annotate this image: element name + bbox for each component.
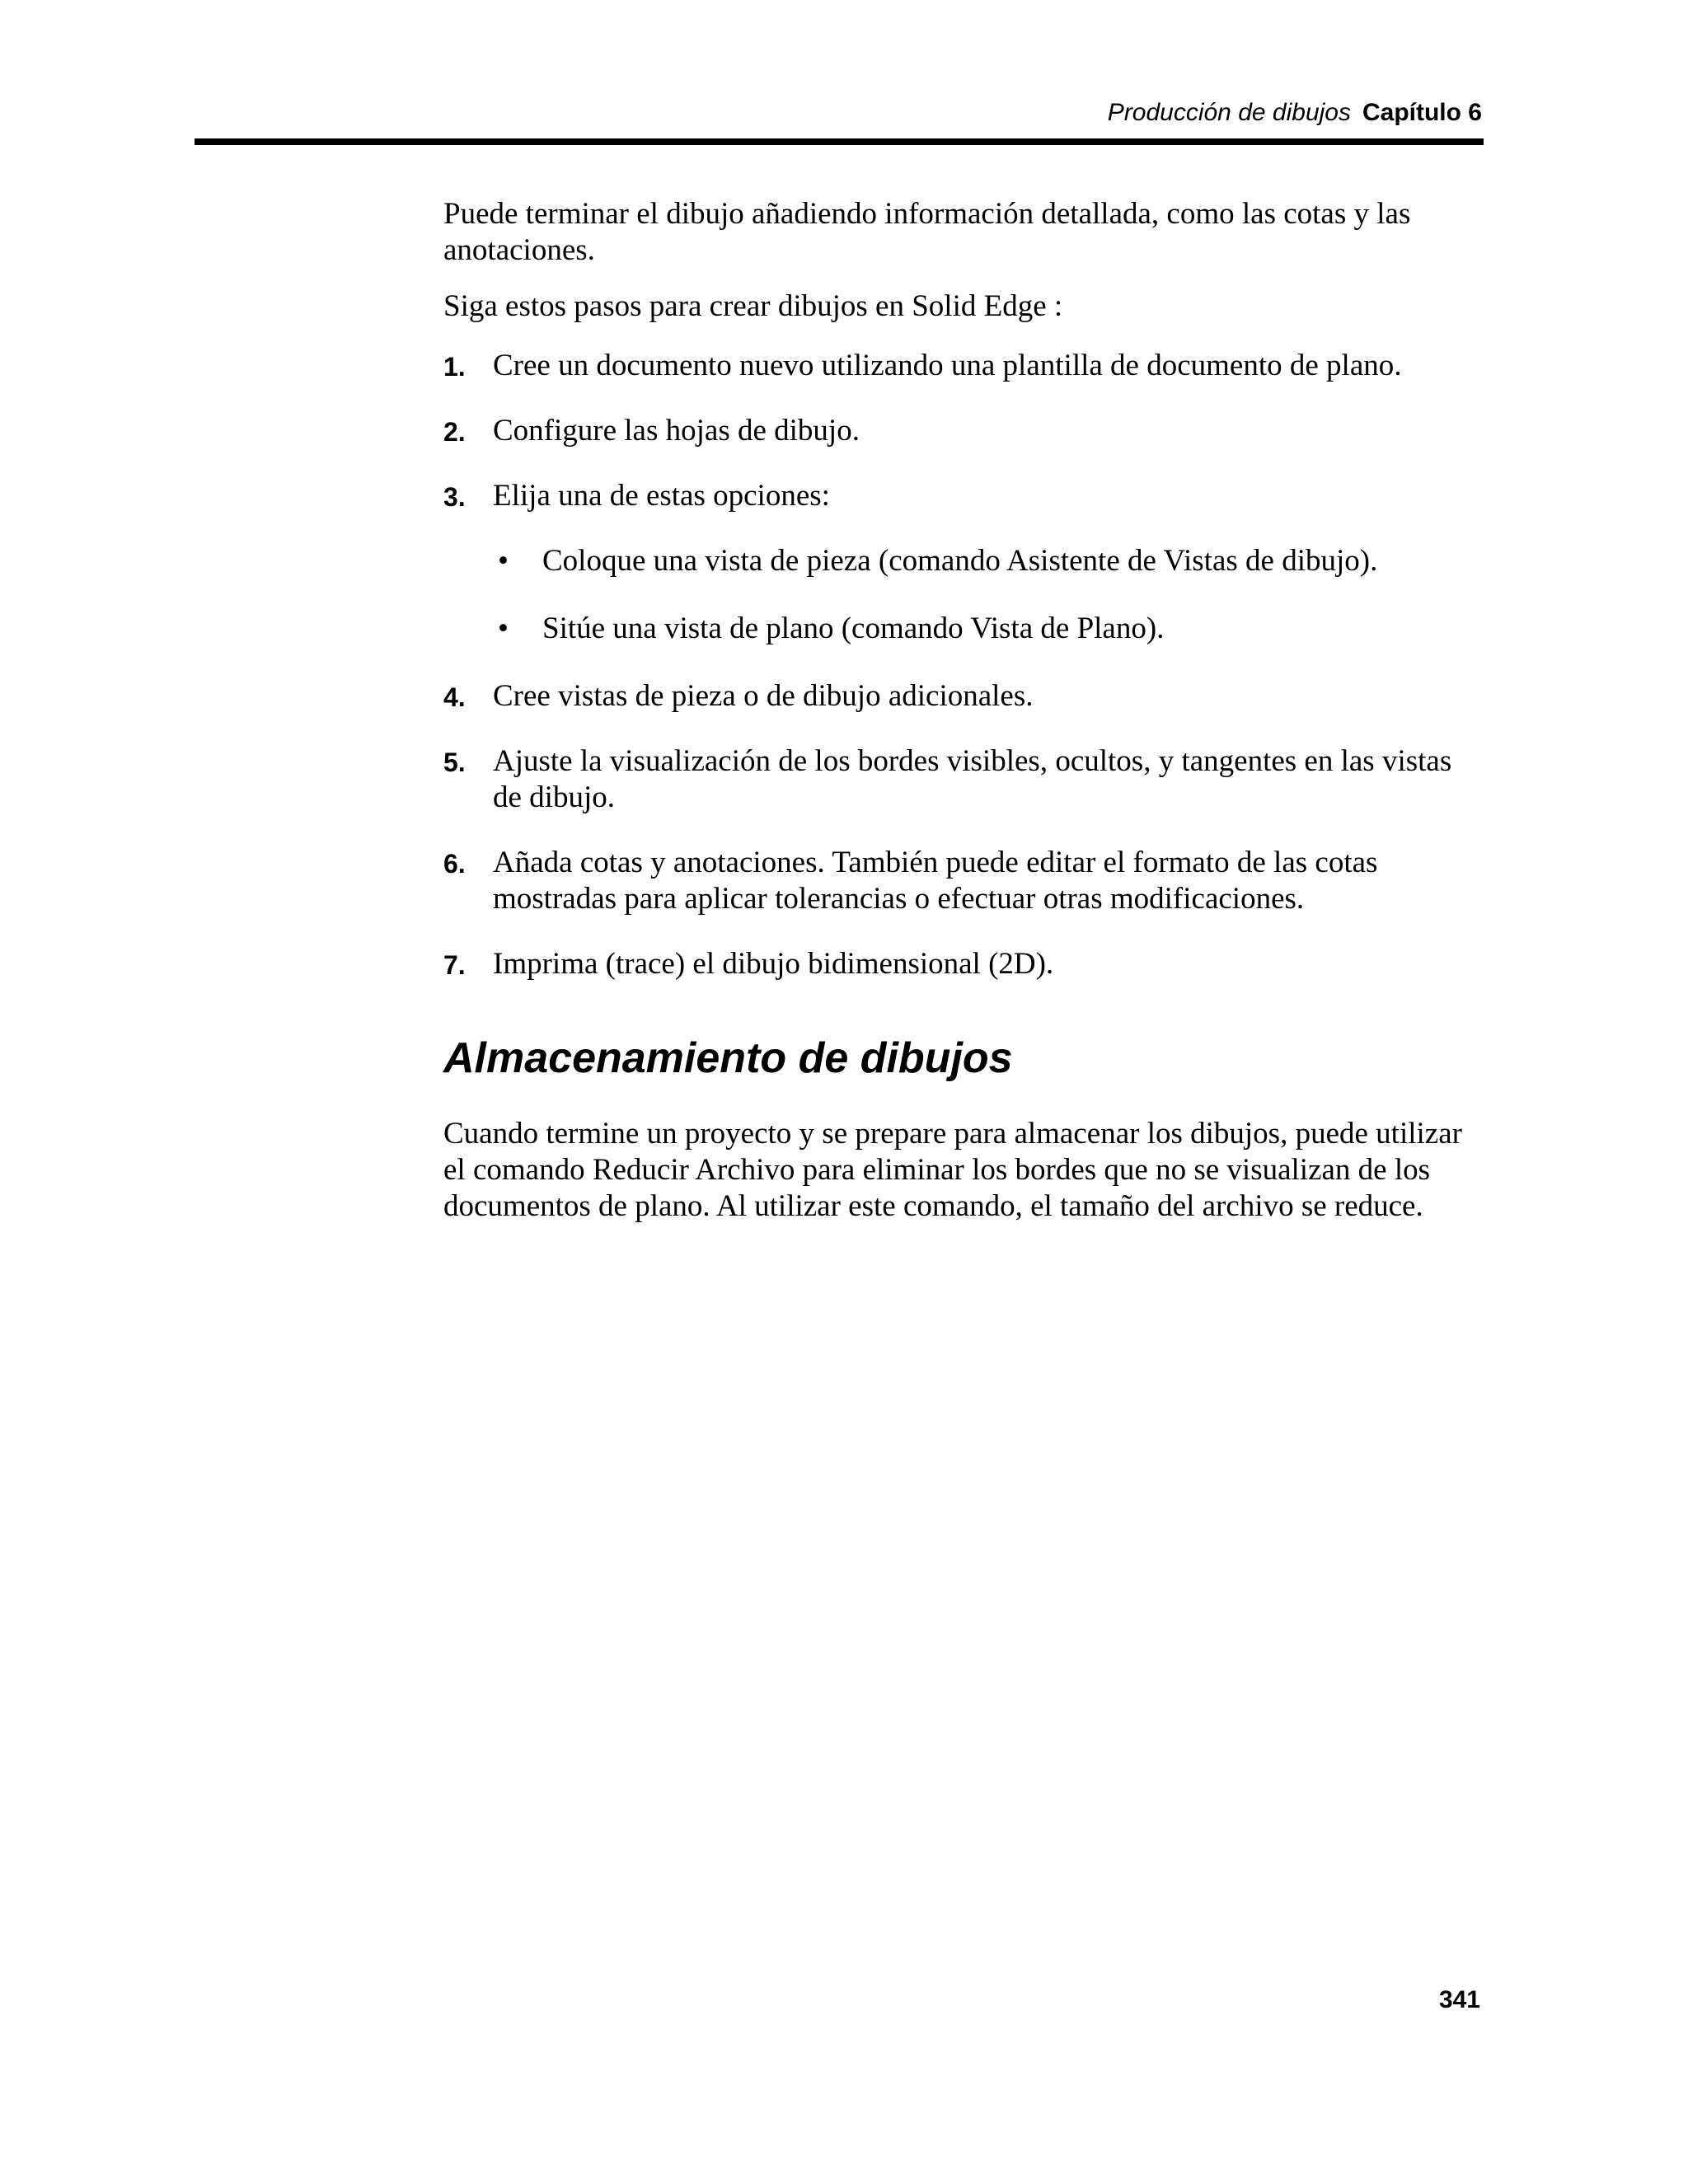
option-text: Sitúe una vista de plano (comando Vista de Plano). bbox=[542, 612, 1165, 645]
step-text: Añada cotas y anotaciones. También puede editar el formato de las cotas mostradas para aplicar tolerancias o efectuar otras modificaciones. bbox=[493, 846, 1378, 916]
main-content bbox=[443, 196, 1465, 1225]
page-header bbox=[195, 97, 1484, 147]
step-text: Imprima (trace) el dibujo bidimensional (2D). bbox=[493, 947, 1054, 981]
section-heading: Almacenamiento de dibujos bbox=[443, 1034, 1013, 1082]
step-number: 6. bbox=[443, 849, 466, 879]
header-rule bbox=[195, 138, 1484, 145]
step-text: Configure las hojas de dibujo. bbox=[493, 414, 860, 448]
step-number: 4. bbox=[443, 682, 466, 712]
step-number: 5. bbox=[443, 748, 466, 777]
step-item bbox=[443, 413, 1465, 449]
step-item bbox=[443, 743, 1465, 816]
step-text: Cree vistas de pieza o de dibujo adicionales. bbox=[493, 679, 1034, 713]
step-text: Ajuste la visualización de los bordes visibles, ocultos, y tangentes en las vistas de dibujo. bbox=[493, 744, 1452, 814]
step-item bbox=[443, 946, 1465, 982]
bullet-icon: • bbox=[498, 612, 509, 645]
step-text: Cree un documento nuevo utilizando una plantilla de documento de plano. bbox=[493, 349, 1402, 382]
header-chapter-label: Capítulo 6 bbox=[1362, 99, 1482, 126]
step-item bbox=[443, 478, 1465, 514]
step-item bbox=[443, 348, 1465, 384]
step-number: 2. bbox=[443, 417, 466, 447]
step-number: 3. bbox=[443, 482, 466, 512]
page-number: 341 bbox=[1438, 1986, 1480, 2013]
option-text: Coloque una vista de pieza (comando Asistente de Vistas de dibujo). bbox=[542, 544, 1378, 578]
step-text: Elija una de estas opciones: bbox=[493, 479, 830, 513]
option-item bbox=[443, 543, 1465, 579]
option-item bbox=[443, 611, 1465, 647]
steps-lead-paragraph: Siga estos pasos para crear dibujos en Solid Edge : bbox=[443, 289, 1063, 323]
header-section-title: Producción de dibujos bbox=[1107, 99, 1351, 126]
step-number: 1. bbox=[443, 352, 466, 382]
running-header bbox=[1108, 99, 1482, 127]
bullet-icon: • bbox=[498, 544, 509, 578]
step-item bbox=[443, 678, 1465, 715]
step-item bbox=[443, 845, 1465, 917]
intro-paragraph: Puede terminar el dibujo añadiendo información detallada, como las cotas y las anotaciones. bbox=[443, 197, 1411, 267]
step-number: 7. bbox=[443, 950, 466, 980]
section-body-paragraph: Cuando termine un proyecto y se prepare para almacenar los dibujos, puede utilizar el comando Reducir Archivo para eliminar los bordes que no se visualizan de los documentos de plano. Al utilizar este comando, el tamaño del archivo se reduce. bbox=[443, 1117, 1462, 1223]
